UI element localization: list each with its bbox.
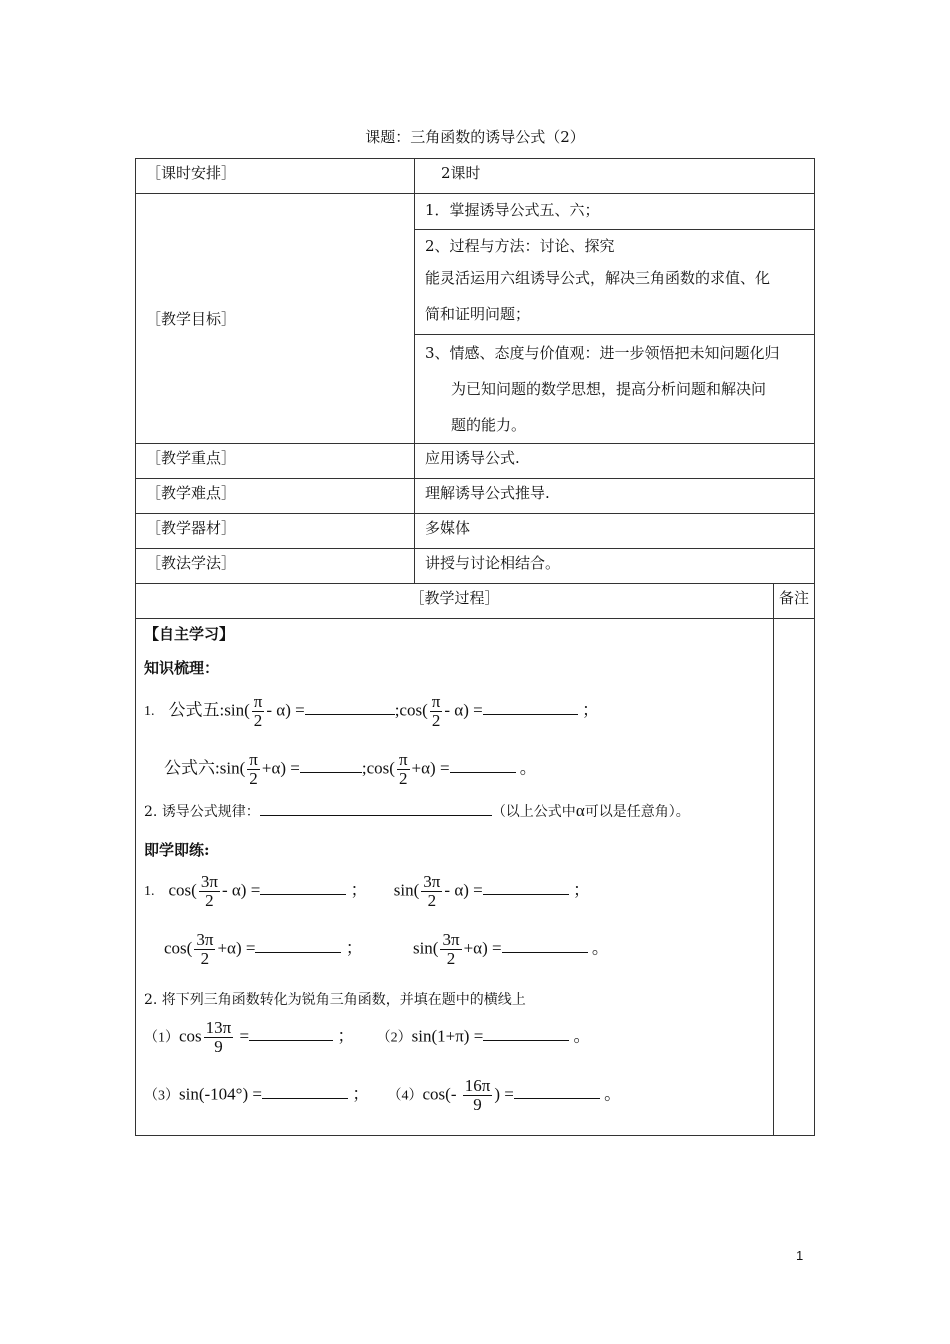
blank-q1[interactable]	[249, 1028, 333, 1041]
goal-3-line2: 为已知问题的数学思想，提高分析问题和解决问	[451, 380, 767, 398]
goals-label: ［教学目标］	[136, 194, 415, 444]
blank-p1a[interactable]	[260, 882, 346, 895]
schedule-value: 2课时	[415, 159, 815, 194]
row-process-body	[136, 619, 815, 1136]
process-header: ［教学过程］	[136, 584, 774, 619]
blank-p1d[interactable]	[502, 940, 588, 953]
practice-heading: 即学即练:	[144, 841, 210, 859]
schedule-label: ［课时安排］	[136, 159, 415, 194]
lesson-plan-table	[135, 158, 815, 1136]
difficulty-label: ［教学难点］	[136, 479, 415, 514]
practice-1-row-1: 1. cos( $\frac{3\pi}{2}$ - α) = ； sin( $\frac{3\pi}{2}$ - α) = ；	[144, 872, 590, 910]
blank-q4[interactable]	[514, 1086, 600, 1099]
page-number: 1	[796, 1248, 804, 1263]
method-value: 讲授与讨论相结合。	[415, 549, 815, 584]
goal-3-line1: 3、情感、态度与价值观：进一步领悟把未知问题化归	[425, 344, 780, 362]
method-label: ［教法学法］	[136, 549, 415, 584]
blank-f6-cos[interactable]	[450, 760, 516, 773]
self-study-heading: 【自主学习】	[144, 625, 235, 643]
formula-five: 1. 公式五:sin( $\frac{\pi}{2}$ - α) = ;cos( $\frac{\pi}{2}$ - α) = ；	[144, 692, 599, 730]
equipment-label: ［教学器材］	[136, 514, 415, 549]
row-process-header	[136, 584, 815, 619]
row-schedule	[136, 159, 815, 194]
goal-1: 1．掌握诱导公式五、六；	[415, 194, 814, 230]
row-equipment	[136, 514, 815, 549]
blank-rule[interactable]	[260, 803, 492, 816]
goal-2-line2: 简和证明问题；	[425, 305, 531, 323]
note-header: 备注	[774, 584, 815, 619]
row-key	[136, 444, 815, 479]
knowledge-heading: 知识梳理：	[144, 659, 220, 677]
practice-2-text: 2. 将下列三角函数转化为锐角三角函数，并填在题中的横线上	[144, 992, 526, 1008]
blank-p1c[interactable]	[255, 940, 341, 953]
row-difficulty	[136, 479, 815, 514]
key-label: ［教学重点］	[136, 444, 415, 479]
practice-1-row-2: cos( $\frac{3\pi}{2}$ +α) = ； sin( $\frac{3\pi}{2}$ +α) = 。	[164, 930, 609, 968]
note-column	[774, 619, 815, 1136]
key-value: 应用诱导公式.	[415, 444, 815, 479]
blank-q3[interactable]	[262, 1086, 348, 1099]
goal-2-title: 2、过程与方法：讨论、探究	[425, 237, 615, 255]
blank-p1b[interactable]	[483, 882, 569, 895]
page-title: 课题：三角函数的诱导公式（2）	[365, 128, 585, 146]
row-method	[136, 549, 815, 584]
goal-2-line1: 能灵活运用六组诱导公式，解决三角函数的求值、化	[425, 269, 771, 287]
difficulty-value: 理解诱导公式推导.	[415, 479, 815, 514]
blank-f6-sin[interactable]	[300, 760, 362, 773]
equipment-value: 多媒体	[415, 514, 815, 549]
blank-f5-cos[interactable]	[483, 702, 578, 715]
goal-3-line3: 题的能力。	[451, 416, 527, 434]
rule-line: 2. 诱导公式规律： （以上公式中α可以是任意角）。	[144, 801, 690, 820]
formula-six: 公式六:sin( $\frac{\pi}{2}$ +α) = ;cos( $\frac{\pi}{2}$ +α) = 。	[164, 750, 537, 788]
blank-q2[interactable]	[483, 1028, 569, 1041]
practice-2-row-1: （1）cos $\frac{13\pi}{9}$ = ； （2）sin(1+π) = 。	[144, 1018, 591, 1056]
blank-f5-sin[interactable]	[305, 702, 395, 715]
process-body	[136, 619, 774, 1136]
row-goals	[136, 194, 815, 444]
practice-2-row-2: （3）sin(-104°) = ； （4）cos(- $\frac{16\pi}{9}$ ) = 。	[144, 1076, 622, 1114]
